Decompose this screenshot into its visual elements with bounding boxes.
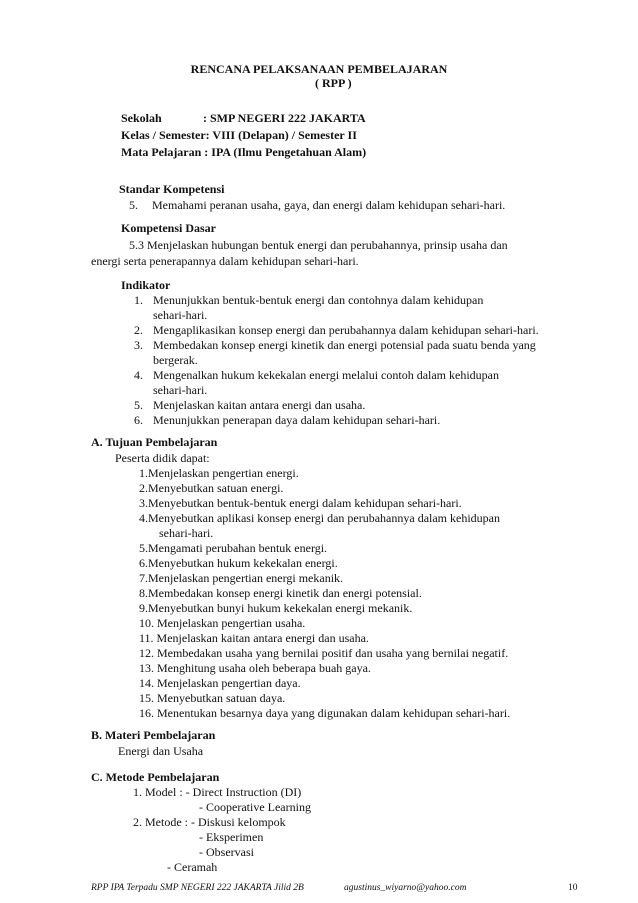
indikator-number: 4. (134, 368, 143, 382)
metode-item: - Ceramah (167, 860, 218, 874)
sk-heading: Standar Kompetensi (119, 182, 225, 196)
tujuan-item: 13. Menghitung usaha oleh beberapa buah gaya. (139, 661, 371, 675)
indikator-item: Membedakan konsep energi kinetik dan energi potensial pada suatu benda yang (153, 338, 536, 352)
tujuan-heading: A. Tujuan Pembelajaran (91, 435, 218, 449)
indikator-item: Mengaplikasikan konsep energi dan perubahannya dalam kehidupan sehari-hari. (153, 323, 539, 337)
kd-line-2: energi serta penerapannya dalam kehidupan sehari-hari. (91, 254, 359, 268)
materi-heading: B. Materi Pembelajaran (91, 728, 216, 742)
footer-email: agustinus_wiyarno@yahoo.com (344, 883, 467, 893)
kd-heading: Kompetensi Dasar (121, 221, 216, 235)
kelas-semester: Kelas / Semester: VIII (Delapan) / Semester II (121, 128, 357, 142)
tujuan-item-cont: sehari-hari. (159, 526, 214, 540)
footer-document-name: RPP IPA Terpadu SMP NEGERI 222 JAKARTA Jilid 2B (91, 883, 304, 893)
tujuan-item: 5.Mengamati perubahan bentuk energi. (139, 541, 328, 555)
tujuan-item: 8.Membedakan konsep energi kinetik dan energi potensial. (139, 586, 422, 600)
sk-number: 5. (129, 198, 138, 212)
tujuan-item: 2.Menyebutkan satuan energi. (139, 481, 284, 495)
tujuan-item: 12. Membedakan usaha yang bernilai positif dan usaha yang bernilai negatif. (139, 646, 509, 660)
indikator-item-cont: bergerak. (153, 353, 198, 367)
tujuan-item: 15. Menyebutkan satuan daya. (139, 691, 286, 705)
kd-line-1: 5.3 Menjelaskan hubungan bentuk energi dan perubahannya, prinsip usaha dan (129, 238, 508, 252)
indikator-number: 1. (134, 293, 143, 307)
model-item: - Cooperative Learning (199, 800, 311, 814)
tujuan-item: 7.Menjelaskan pengertian energi mekanik. (139, 571, 344, 585)
indikator-item: Mengenalkan hukum kekekalan energi melalui contoh dalam kehidupan (153, 368, 500, 382)
indikator-item: Menunjukkan penerapan daya dalam kehidupan sehari-hari. (153, 413, 441, 427)
indikator-item-cont: sehari-hari. (153, 308, 208, 322)
footer-page-number: 10 (568, 883, 578, 893)
mata-pelajaran: Mata Pelajaran : IPA (Ilmu Pengetahuan Alam) (121, 145, 367, 159)
indikator-number: 6. (134, 413, 143, 427)
indikator-number: 5. (134, 398, 143, 412)
tujuan-item: 1.Menjelaskan pengertian energi. (139, 466, 299, 480)
document-title: RENCANA PELAKSANAAN PEMBELAJARAN (190, 62, 448, 76)
indikator-item-cont: sehari-hari. (153, 383, 208, 397)
tujuan-item: 16. Menentukan besarnya daya yang digunakan dalam kehidupan sehari-hari. (139, 706, 511, 720)
tujuan-item: 3.Menyebutkan bentuk-bentuk energi dalam kehidupan sehari-hari. (139, 496, 462, 510)
metode-item: - Eksperimen (199, 830, 264, 844)
indikator-number: 3. (134, 338, 143, 352)
tujuan-item: 9.Menyebutkan bunyi hukum kekekalan energi mekanik. (139, 601, 413, 615)
sekolah-value: : SMP NEGERI 222 JAKARTA (203, 111, 366, 125)
indikator-item: Menunjukkan bentuk-bentuk energi dan contohnya dalam kehidupan (153, 293, 484, 307)
indikator-heading: Indikator (121, 278, 171, 292)
indikator-number: 2. (134, 323, 143, 337)
tujuan-item: 11. Menjelaskan kaitan antara energi dan usaha. (139, 631, 369, 645)
materi-text: Energi dan Usaha (118, 744, 204, 758)
indikator-item: Menjelaskan kaitan antara energi dan usaha. (153, 398, 366, 412)
metode-item: - Observasi (199, 845, 254, 859)
model-line: 1. Model : - Direct Instruction (DI) (133, 785, 302, 799)
sk-text: Memahami peranan usaha, gaya, dan energi dalam kehidupan sehari-hari. (152, 198, 506, 212)
sekolah-label: Sekolah (121, 111, 162, 125)
tujuan-intro: Peserta didik dapat: (115, 451, 210, 465)
tujuan-item: 6.Menyebutkan hukum kekekalan energi. (139, 556, 338, 570)
document-subtitle: ( RPP ) (315, 76, 352, 90)
metode-heading: C. Metode Pembelajaran (91, 770, 220, 784)
tujuan-item: 14. Menjelaskan pengertian daya. (139, 676, 301, 690)
metode-line: 2. Metode : - Diskusi kelompok (133, 815, 286, 829)
tujuan-item: 4.Menyebutkan aplikasi konsep energi dan perubahannya dalam kehidupan (139, 511, 501, 525)
tujuan-item: 10. Menjelaskan pengertian usaha. (139, 616, 306, 630)
